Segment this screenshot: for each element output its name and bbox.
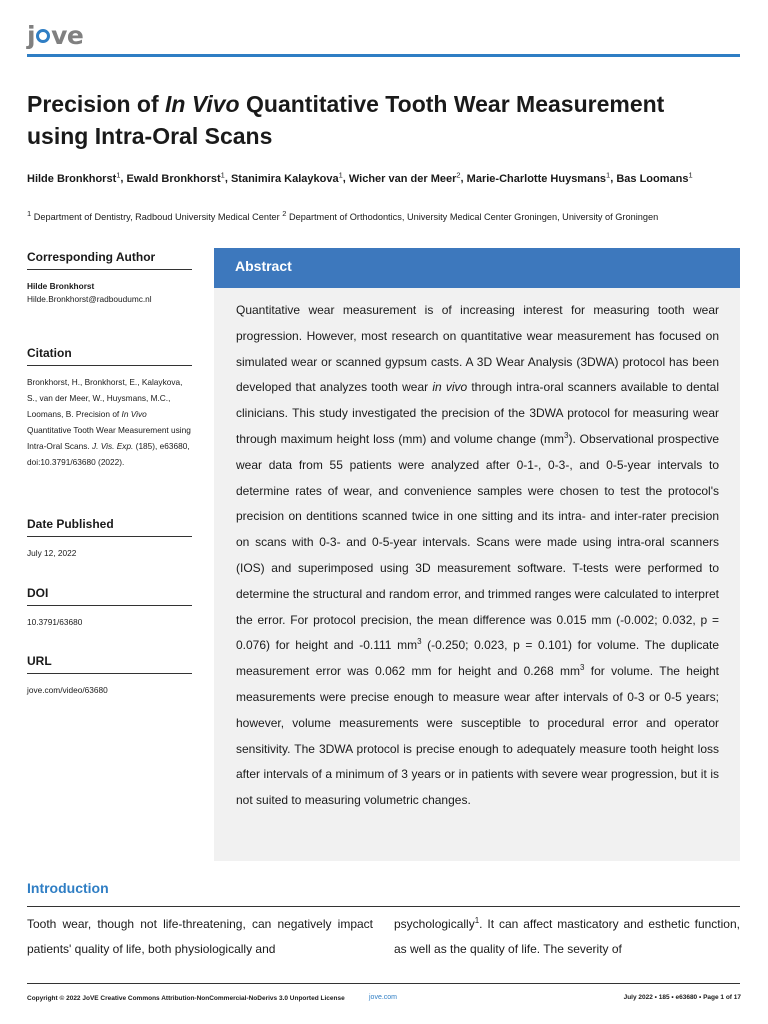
doi-heading: DOI	[27, 586, 192, 606]
header-rule	[27, 54, 740, 57]
introduction-column-right: psychologically$^1$. It can affect masticatory and esthetic function, as well as the quality of life. The severity of	[394, 916, 740, 956]
footer-site-link[interactable]: jove.com	[369, 994, 398, 1001]
corresponding-author-email[interactable]: Hilde.Bronkhorst@radboudumc.nl	[27, 294, 152, 304]
footer-page-info: July 2022 • 185 • e63680 • Page 1 of 17	[623, 994, 741, 1001]
author: Hilde Bronkhorst$^1$	[27, 170, 121, 185]
citation-heading: Citation	[27, 346, 192, 366]
introduction-column-left: Tooth wear, though not life-threatening, can negatively impact patients' quality of life, both physiologically and	[27, 917, 373, 956]
logo-text-left: j	[27, 20, 36, 50]
citation-section	[27, 346, 192, 470]
author: Stanimira Kalaykova$^1$	[230, 170, 343, 185]
introduction-heading: Introduction	[27, 880, 109, 896]
footer-copyright: Copyright © 2022 JoVE Creative Commons Attribution-NonCommercial-NoDerivs 3.0 Unported License	[27, 995, 345, 1002]
citation-text: Bronkhorst, H., Bronkhorst, E., Kalaykova, S., van der Meer, W., Huysmans, M.C., Loomans, B. Precision of In Vivo Quantitative Tooth Wear Measurement using Intra-Oral Scans. J. Vis. Exp. (185), e63680, doi:10.3791/63680 (2022).	[27, 377, 191, 467]
corresponding-author-heading: Corresponding Author	[27, 250, 192, 270]
jove-logo[interactable]	[27, 18, 83, 52]
author-list: Hilde Bronkhorst$^1$, Ewald Bronkhorst$^1$, Stanimira Kalaykova$^1$, Wicher van der Meer$^2$, Marie-Charlotte Huysmans$^1$, Bas Loomans$^1$	[27, 170, 693, 185]
doi-value[interactable]: 10.3791/63680	[27, 617, 83, 627]
author: Ewald Bronkhorst$^1$	[126, 170, 225, 185]
introduction-rule	[27, 906, 740, 907]
affiliations: $^1$ Department of Dentistry, Radboud University Medical Center $^2$ Department of Orthodontics, University Medical Center Groningen, University of Groningen	[27, 209, 659, 223]
logo-ring-icon	[36, 29, 50, 43]
date-published-heading: Date Published	[27, 517, 192, 537]
author: Marie-Charlotte Huysmans$^1$	[466, 170, 611, 185]
logo-text-right: ve	[51, 20, 84, 50]
footer-rule	[27, 983, 740, 984]
author: Wicher van der Meer$^2$	[348, 170, 461, 185]
author: Bas Loomans$^1$	[616, 170, 693, 185]
article-title: Precision of In Vivo Quantitative Tooth Wear Measurement using Intra-Oral Scans	[27, 91, 665, 149]
date-published-value: July 12, 2022	[27, 548, 77, 558]
doi-section	[27, 586, 192, 630]
url-heading: URL	[27, 654, 192, 674]
abstract-heading: Abstract	[214, 248, 740, 288]
url-section	[27, 654, 192, 698]
corresponding-author-section	[27, 250, 192, 307]
date-published-section	[27, 517, 192, 561]
abstract-body: Quantitative wear measurement is of increasing interest for measuring tooth wear progression. However, most research on quantitative wear measurement has focused on simulated wear or scanned gypsum casts. A 3D Wear Analysis (3DWA) protocol has been developed that analyzes tooth wear in vivo through intra-oral scanners available to dental clinicians. This study investigated the precision of the 3DWA protocol for measuring wear through maximum height loss (mm) and volume change $(mm^3)$. Observational prospective wear data from 55 patients were analyzed after 0-1-, 0-3-, and 0-5-year intervals to determine rates of wear, and convenience samples were chosen to test the protocol's precision on dentitions scanned twice in one sitting and its intra- and inter-rater precision on scans with 0-3- and 0-5-year intervals. Scans were made using intra-oral scanners (IOS) and superimposed using 3D measurement software. T-tests were performed to determine the structural and random error, and trimmed ranges were calculated to interpret the error. For protocol precision, the mean difference was 0.015 mm (-0.002; 0.032, p = 0.076) for height and -0.111 $mm^3$ (-0.250; 0.023, p = 0.101) for volume. The duplicate measurement error was 0.062 mm for height and 0.268 $mm^3$ for volume. The height measurements were precise enough to measure wear after intervals of 0-3 or 0-5 years; however, volume measurements were susceptible to procedural error and operator sensitivity. The 3DWA protocol is precise enough to adequately measure tooth height loss after intervals of a minimum of 3 years or in patients with severe wear progression, but it is not suited to measuring volumetric changes.	[214, 288, 740, 861]
url-link[interactable]: jove.com/video/63680	[27, 685, 108, 695]
corresponding-author-name: Hilde Bronkhorst	[27, 281, 95, 291]
